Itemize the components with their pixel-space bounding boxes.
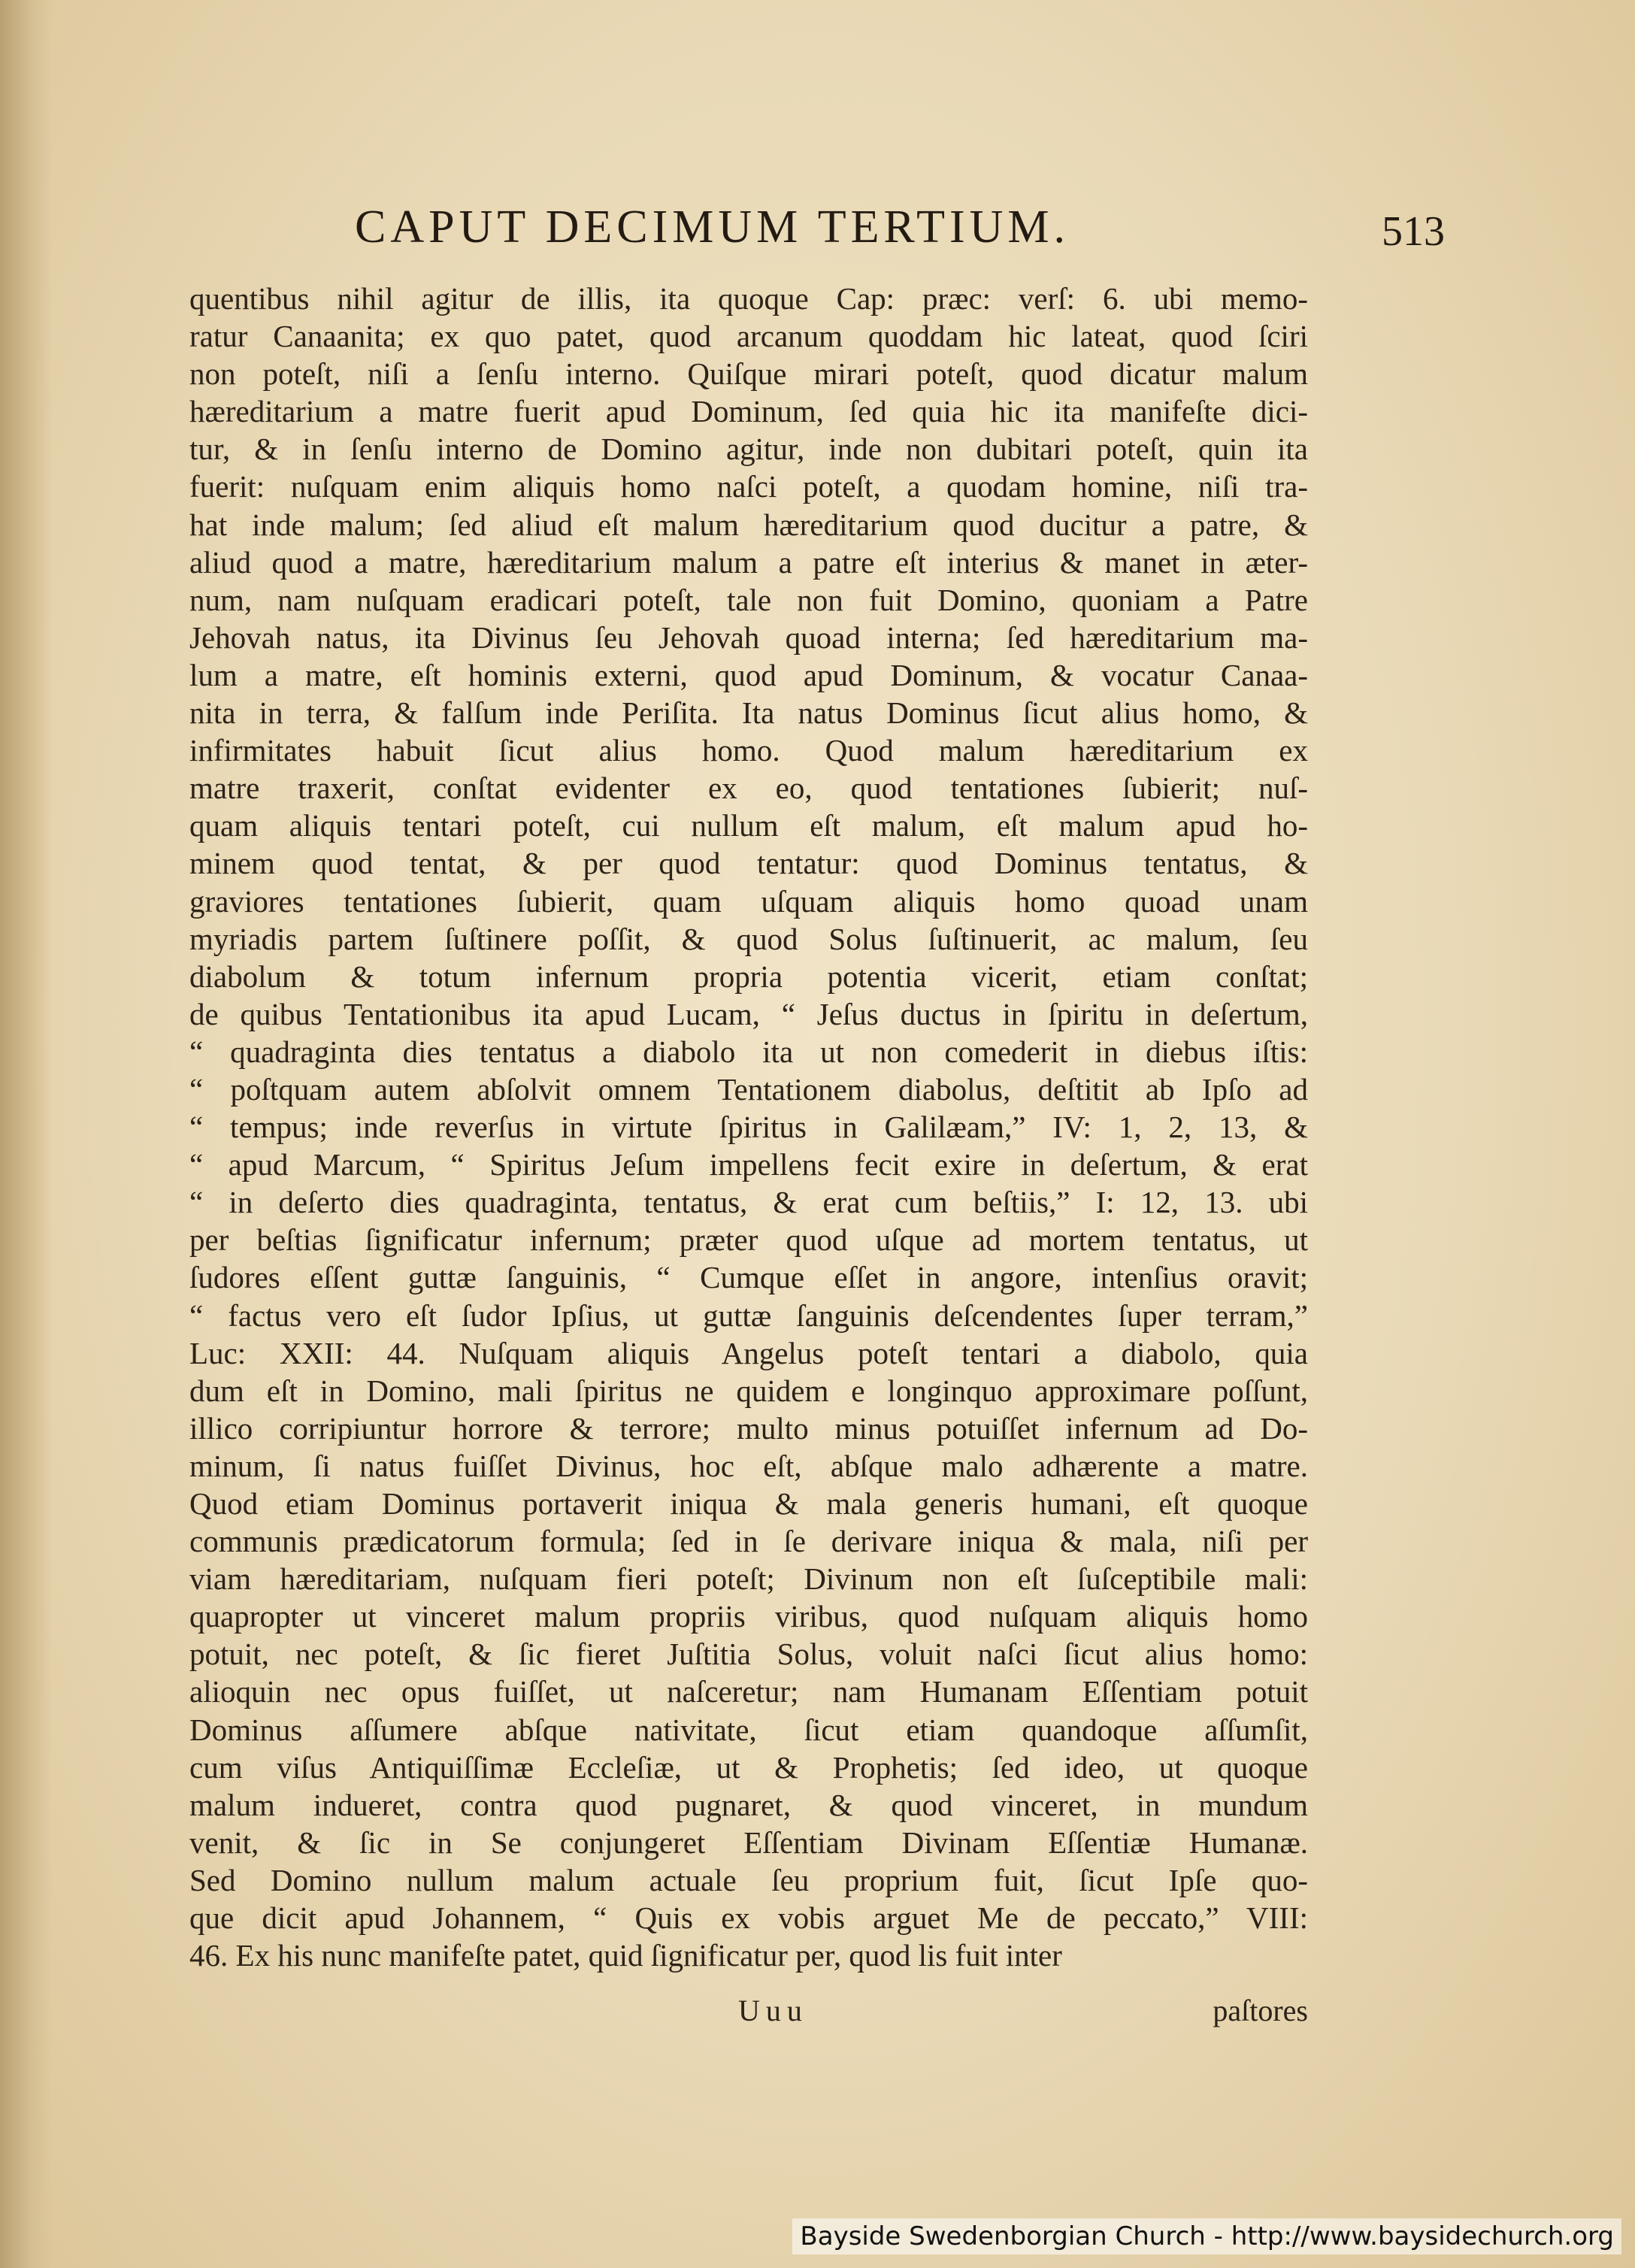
catchword: paſtores [1213,1994,1308,2027]
text-line: cum viſus Antiquiſſimæ Eccleſiæ, ut & Prophetis; ſed ideo, ut quoque [189,1749,1308,1785]
text-line: “ apud Marcum, “ Spiritus Jeſum impellens fecit exire in deſertum, & erat [189,1147,1308,1182]
text-line: graviores tentationes ſubierit, quam uſquam aliquis homo quoad unam [189,883,1308,919]
text-line: “ tempus; inde reverſus in virtute ſpiritus in Galilæam,” IV: 1, 2, 13, & [189,1110,1308,1145]
chapter-title: CAPUT DECIMUM TERTIUM. [355,201,1070,253]
text-line: fuerit: nuſquam enim aliquis homo naſci poteſt, a quodam homine, niſi tra- [189,469,1308,504]
text-line: Jehovah natus, ita Divinus ſeu Jehovah quoad interna; ſed hæreditarium ma- [189,619,1308,655]
text-line: quapropter ut vinceret malum propriis viribus, quod nuſquam aliquis homo [189,1599,1308,1634]
body-text [189,280,1308,1974]
text-line: matre traxerit, conſtat evidenter ex eo, quod tentationes ſubierit; nuſ- [189,771,1308,806]
page-number: 513 [1382,208,1445,255]
text-line: Luc: XXII: 44. Nuſquam aliquis Angelus poteſt tentari a diabolo, quia [189,1335,1308,1370]
running-head [355,197,1445,257]
text-line: aliud quod a matre, hæreditarium malum a patre eſt interius & manet in æter- [189,544,1308,580]
text-line: Dominus aſſumere abſque nativitate, ſicut etiam quandoque aſſumſit, [189,1712,1308,1747]
text-line: quam aliquis tentari poteſt, cui nullum eſt malum, eſt malum apud ho- [189,808,1308,843]
text-line: hæreditarium a matre fuerit apud Dominum, ſed quia hic ita manifeſte dici- [189,394,1308,429]
text-line: Quod etiam Dominus portaverit iniqua & mala generis humani, eſt quoque [189,1486,1308,1521]
text-line: 46. Ex his nunc manifeſte patet, quid ſignificatur per, quod lis fuit inter [189,1938,1062,1973]
text-line: alioquin nec opus fuiſſet, ut naſceretur; nam Humanam Eſſentiam potuit [189,1674,1308,1709]
text-line: venit, & ſic in Se conjungeret Eſſentiam Divinam Eſſentiæ Humanæ. [189,1824,1308,1860]
text-line: infirmitates habuit ſicut alius homo. Quod malum hæreditarium ex [189,733,1308,768]
text-line: minum, ſi natus fuiſſet Divinus, hoc eſt, abſque malo adhærente a matre. [189,1448,1308,1483]
text-line: dum eſt in Domino, mali ſpiritus ne quidem e longinquo approximare poſſunt, [189,1373,1308,1408]
text-line: lum a matre, eſt hominis externi, quod apud Dominum, & vocatur Canaa- [189,657,1308,692]
text-line: malum indueret, contra quod pugnaret, & quod vinceret, in mundum [189,1787,1308,1822]
watermark-credit: Bayside Swedenborgian Church - http://www.baysidechurch.org [792,2218,1621,2254]
text-line: myriadis partem ſuſtinere poſſit, & quod Solus ſuſtinuerit, ac malum, ſeu [189,921,1308,956]
text-line: communis prædicatorum formula; ſed in ſe derivare iniqua & mala, niſi per [189,1524,1308,1559]
text-line: “ in deſerto dies quadraginta, tentatus, & erat cum beſtiis,” I: 12, 13. ubi [189,1185,1308,1220]
text-line: nita in terra, & falſum inde Periſita. Ita natus Dominus ſicut alius homo, & [189,695,1308,731]
text-line: tur, & in ſenſu interno de Domino agitur, inde non dubitari poteſt, quin ita [189,431,1308,467]
text-line: illico corripiuntur horrore & terrore; multo minus potuiſſet infernum ad Do- [189,1410,1308,1446]
text-line: que dicit apud Johannem, “ Quis ex vobis arguet Me de peccato,” VIII: [189,1900,1308,1936]
text-line: Sed Domino nullum malum actuale ſeu proprium fuit, ſicut Ipſe quo- [189,1862,1308,1897]
text-line: “ quadraginta dies tentatus a diabolo ita ut non comederit in diebus iſtis: [189,1034,1308,1069]
text-line: de quibus Tentationibus ita apud Lucam, “ Jeſus ductus in ſpiritu in deſertum, [189,996,1308,1031]
text-line: ſudores eſſent guttæ ſanguinis, “ Cumque eſſet in angore, intenſius oravit; [189,1260,1308,1295]
text-line: potuit, nec poteſt, & ſic fieret Juſtitia Solus, voluit naſci ſicut alius homo: [189,1637,1308,1672]
text-line: “ poſtquam autem abſolvit omnem Tentationem diabolus, deſtitit ab Ipſo ad [189,1071,1308,1107]
page-footer [189,1992,1308,2030]
text-line: hat inde malum; ſed aliud eſt malum hæreditarium quod ducitur a patre, & [189,507,1308,542]
text-line: minem quod tentat, & per quod tentatur: quod Dominus tentatus, & [189,846,1308,881]
signature-mark: Uuu [738,1994,808,2027]
text-line: viam hæreditariam, nuſquam fieri poteſt; Divinum non eſt ſuſceptibile mali: [189,1561,1308,1597]
page-gutter-shadow [0,0,53,2268]
text-line: ratur Canaanita; ex quo patet, quod arcanum quoddam hic lateat, quod ſciri [189,319,1308,354]
text-line: per beſtias ſignificatur infernum; præter quod uſque ad mortem tentatus, ut [189,1222,1308,1258]
text-line: “ factus vero eſt ſudor Ipſius, ut guttæ ſanguinis deſcendentes ſuper terram,” [189,1298,1308,1333]
text-line: num, nam nuſquam eradicari poteſt, tale non fuit Domino, quoniam a Patre [189,582,1308,617]
text-line: quentibus nihil agitur de illis, ita quoque Cap: præc: verſ: 6. ubi memo- [189,281,1308,316]
text-line: diabolum & totum infernum propria potentia vicerit, etiam conſtat; [189,958,1308,994]
text-line: non poteſt, niſi a ſenſu interno. Quiſque mirari poteſt, quod dicatur malum [189,356,1308,392]
